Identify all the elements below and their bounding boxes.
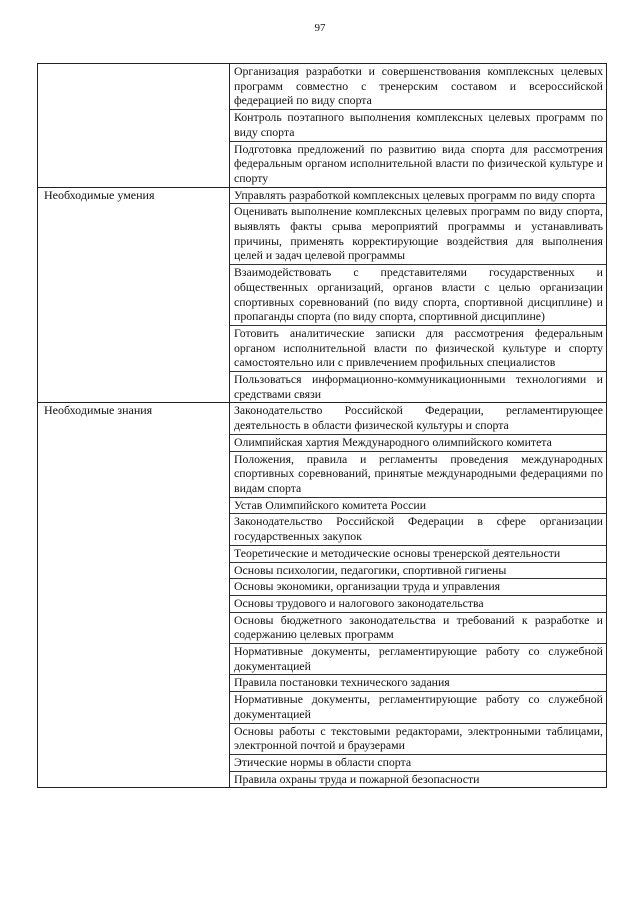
section-label: Необходимые знания <box>38 403 230 788</box>
page-number: 97 <box>314 22 326 34</box>
list-item: Основы бюджетного законодательства и требований к разработке и содержанию целевых программ <box>230 613 606 644</box>
list-item: Управлять разработкой комплексных целевых программ по виду спорта <box>230 188 606 205</box>
section-label <box>38 64 230 188</box>
list-item: Организация разработки и совершенствования комплексных целевых программ совместно с тренерским составом и всероссийской федерацией по виду спорта <box>230 64 606 110</box>
section-items <box>230 187 607 403</box>
list-item: Законодательство Российской Федерации в сфере организации государственных закупок <box>230 514 606 545</box>
list-item: Основы экономики, организации труда и управления <box>230 579 606 596</box>
list-item: Этические нормы в области спорта <box>230 755 606 772</box>
list-item: Законодательство Российской Федерации, регламентирующее деятельность в области физической культуры и спорта <box>230 403 606 434</box>
section-items <box>230 403 607 788</box>
list-item: Правила постановки технического задания <box>230 675 606 692</box>
section-items <box>230 64 607 188</box>
list-item: Положения, правила и регламенты проведения международных спортивных соревнований, принятые международными федерациями по видам спорта <box>230 452 606 498</box>
table-row <box>38 187 607 403</box>
list-item: Теоретические и методические основы тренерской деятельности <box>230 546 606 563</box>
list-item: Нормативные документы, регламентирующие работу со служебной документацией <box>230 644 606 675</box>
list-item: Оценивать выполнение комплексных целевых программ по виду спорта, выявлять факты срыва мероприятий программы и устанавливать причины, применять корректирующие воздействия для выполнения целей и задач целевой программы <box>230 204 606 265</box>
requirements-table <box>37 63 607 788</box>
list-item: Основы работы с текстовыми редакторами, электронными таблицами, электронной почтой и браузерами <box>230 724 606 755</box>
list-item: Готовить аналитические записки для рассмотрения федеральным органом исполнительной власти по физической культуре и спорту самостоятельно или с привлечением профильных специалистов <box>230 326 606 372</box>
list-item: Пользоваться информационно-коммуникационными технологиями и средствами связи <box>234 372 603 401</box>
list-item: Подготовка предложений по развитию вида спорта для рассмотрения федеральным органом исполнительной власти по физической культуре и спорту <box>234 141 603 185</box>
list-item: Взаимодействовать с представителями государственных и общественных организаций, органов власти с целью организации спортивных соревнований (по виду спорта, спортивной дисциплине) и пропаганды спорта (по виду спорта, спортивной дисциплине) <box>230 265 606 326</box>
list-item: Основы трудового и налогового законодательства <box>230 596 606 613</box>
list-item: Олимпийская хартия Международного олимпийского комитета <box>230 435 606 452</box>
table-row <box>38 403 607 788</box>
list-item: Правила охраны труда и пожарной безопасности <box>234 771 480 786</box>
section-label: Необходимые умения <box>38 187 230 403</box>
list-item: Основы психологии, педагогики, спортивной гигиены <box>230 563 606 580</box>
list-item: Контроль поэтапного выполнения комплексных целевых программ по виду спорта <box>230 110 606 141</box>
list-item: Устав Олимпийского комитета России <box>230 498 606 515</box>
list-item: Нормативные документы, регламентирующие работу со служебной документацией <box>230 692 606 723</box>
table-row <box>38 64 607 188</box>
